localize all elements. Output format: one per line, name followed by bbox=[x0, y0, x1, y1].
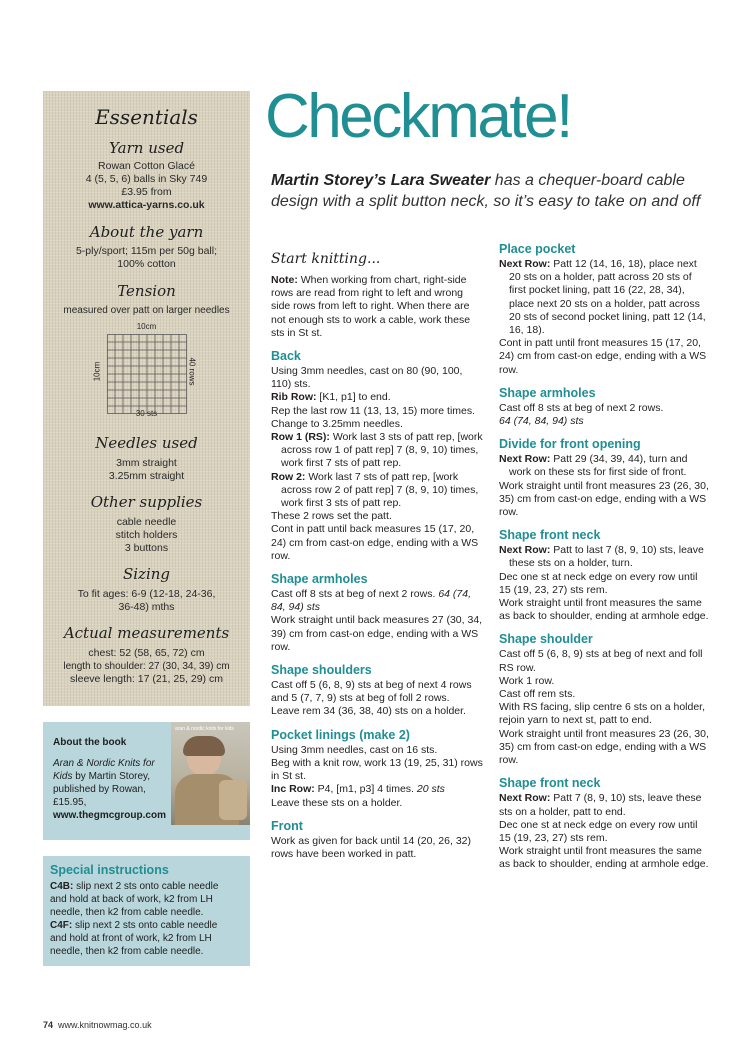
shoulder-step: Work 1 row. bbox=[499, 674, 555, 687]
tension-heading: Tension bbox=[117, 282, 176, 300]
actual-measurements-line: chest: 52 (58, 65, 72) cm bbox=[88, 647, 205, 659]
essentials-heading: Essentials bbox=[95, 105, 198, 129]
pocket-linings-step: Beg with a knit row, work 13 (19, 25, 31) rows in St st. bbox=[271, 756, 483, 783]
shoulder-step: Cast off 5 (6, 8, 9) sts at beg of next and foll RS row. bbox=[499, 648, 703, 674]
divide-text: Patt 29 (34, 39, 44), turn and work on these sts for first side of front. bbox=[509, 453, 688, 479]
yarn-used-line: Rowan Cotton Glacé bbox=[98, 160, 195, 172]
c4b-line: and hold at back of work, k2 from LH bbox=[50, 894, 213, 905]
next-row-label: Next Row: bbox=[499, 258, 551, 270]
armholes-step: Work straight until back measures 27 (30, 34, 39) cm from cast-on edge, ending with a WS row. bbox=[271, 614, 483, 653]
shoulder-step: Work straight until front measures 23 (26, 30, 35) cm from cast-on edge, ending with a WS row. bbox=[499, 727, 709, 767]
about-book-heading: About the book bbox=[53, 737, 127, 748]
c4b-text: slip next 2 sts onto cable needle bbox=[73, 881, 219, 892]
row-2-text: Work last 7 sts of patt rep, [work across row 2 of patt rep] 7 (8, 9, 10) times, work first 3 sts of patt rep. bbox=[281, 470, 479, 510]
armholes-step: Cast off 8 sts at beg of next 2 rows. bbox=[499, 401, 664, 414]
yarn-used-heading: Yarn used bbox=[108, 139, 185, 157]
tension-line: measured over patt on larger needles bbox=[63, 305, 230, 316]
sizing-heading: Sizing bbox=[122, 565, 171, 583]
place-pocket-text: Patt 12 (14, 16, 18), place next 20 sts on a holder, patt across 20 sts of first pocket lining, patt 16 (22, 28, 34), place next 20 sts on a holder, patt across 20 sts of second pocket lining, patt 12 (14, 16, 18). bbox=[509, 258, 706, 337]
shoulder-step: With RS facing, slip centre 6 sts on a holder, rejoin yarn to next st, patt to end. bbox=[499, 701, 706, 727]
armholes-text: Cast off 8 sts at beg of next 2 rows. bbox=[271, 588, 439, 601]
start-knitting-heading: Start knitting... bbox=[271, 251, 381, 267]
rib-row-label: Rib Row: bbox=[271, 391, 317, 404]
actual-measurements-line: length to shoulder: 27 (30, 34, 39) cm bbox=[63, 661, 230, 672]
armholes-count: 64 (74, 84, 94) sts bbox=[271, 588, 472, 614]
page-subtitle bbox=[271, 170, 711, 212]
rib-row bbox=[271, 391, 483, 404]
front-neck-step-2: Work straight until front measures the same as back to shoulder, ending at armhole edge. bbox=[499, 845, 709, 871]
essentials-panel bbox=[43, 91, 250, 706]
c4f-line: and hold at front of work, k2 from LH bbox=[50, 933, 212, 944]
front-neck-row bbox=[499, 544, 711, 570]
subtitle-text: has a chequer-board cable design with a split button neck, so it’s easy to take on and off bbox=[271, 172, 701, 210]
place-pocket-row bbox=[499, 258, 711, 337]
row-1-text: Work last 3 sts of patt rep, [work across row 1 of patt rep] 7 (8, 9, 10) times, work first 7 sts of patt rep. bbox=[281, 431, 483, 470]
shape-armholes-heading: Shape armholes bbox=[499, 385, 596, 400]
book-title-end: Kids bbox=[53, 771, 73, 782]
c4f-text: slip next 2 sts onto cable needle bbox=[72, 920, 218, 931]
shape-shoulder-heading: Shape shoulder bbox=[499, 632, 593, 647]
yarn-used-line: 4 (5, 5, 6) balls in Sky 749 bbox=[85, 173, 208, 185]
row-1 bbox=[271, 431, 483, 471]
shoulders-step: Cast off 5 (6, 8, 9) sts at beg of next 4 rows and 5 (7, 7, 9) sts at beg of foll 2 rows. bbox=[271, 679, 472, 705]
back-step: Rep the last row 11 (13, 13, 15) more times. bbox=[271, 404, 476, 417]
yarn-used-line: £3.95 from bbox=[121, 186, 172, 198]
tension-grid-icon bbox=[107, 334, 187, 414]
divide-step: Work straight until front measures 23 (26, 30, 35) cm from cast-on edge, ending with a WS row. bbox=[499, 479, 709, 519]
grid-top-label: 10cm bbox=[136, 322, 157, 331]
inc-row-text: P4, [m1, p3] 4 times. bbox=[314, 783, 417, 796]
other-supplies-line: cable needle bbox=[116, 516, 177, 528]
place-pocket-step: Cont in patt until front measures 15 (17, 20, 24) cm from cast-on edge, ending with a WS row. bbox=[499, 337, 707, 376]
pocket-linings-heading: Pocket linings (make 2) bbox=[271, 727, 410, 742]
footer-site[interactable]: www.knitnowmag.co.uk bbox=[58, 1020, 152, 1030]
front-neck-text: Patt to last 7 (8, 9, 10) sts, leave these sts on a holder, turn. bbox=[509, 544, 704, 570]
front-neck-text-2: Patt 7 (8, 9, 10) sts, leave these sts on a holder, patt to end. bbox=[499, 792, 702, 818]
sizing-line: To fit ages: 6-9 (12-18, 24-36, bbox=[77, 588, 216, 600]
note-paragraph bbox=[271, 274, 483, 340]
rib-row-text: [K1, p1] to end. bbox=[316, 391, 391, 404]
book-cover-title: aran & nordic knits for kids bbox=[175, 726, 234, 732]
divide-row bbox=[499, 453, 711, 479]
book-publisher: published by Rowan, bbox=[53, 784, 146, 795]
needles-heading: Needles used bbox=[95, 434, 198, 452]
armholes-step bbox=[271, 588, 483, 614]
inc-row bbox=[271, 783, 483, 796]
place-pocket-heading: Place pocket bbox=[499, 242, 576, 256]
grid-bottom-label: 30 sts bbox=[135, 409, 158, 418]
other-supplies-line: 3 buttons bbox=[124, 542, 169, 554]
needles-line: 3.25mm straight bbox=[108, 470, 185, 482]
child-hair-shape bbox=[183, 736, 225, 756]
c4b-line: needle, then k2 from cable needle. bbox=[50, 907, 204, 918]
shape-shoulders-heading: Shape shoulders bbox=[271, 663, 372, 678]
instructions-column-2 bbox=[499, 242, 711, 872]
grid-left-label: 10cm bbox=[92, 361, 102, 382]
page-footer bbox=[43, 1020, 152, 1030]
c4b-label: C4B: bbox=[50, 881, 74, 892]
c4f-line bbox=[50, 919, 217, 932]
special-instructions-box bbox=[43, 856, 250, 966]
needles-line: 3mm straight bbox=[116, 457, 177, 469]
pocket-linings-step: Leave these sts on a holder. bbox=[271, 796, 403, 809]
shoulders-step: Leave rem 34 (36, 38, 40) sts on a holder. bbox=[271, 705, 466, 718]
sizing-line: 36-48) mths bbox=[118, 601, 175, 613]
actual-measurements-line: sleeve length: 17 (21, 25, 29) cm bbox=[70, 673, 223, 685]
shape-armholes-heading: Shape armholes bbox=[271, 572, 368, 587]
inc-row-label: Inc Row: bbox=[271, 783, 315, 796]
front-neck-step-2: Dec one st at neck edge on every row until 15 (19, 23, 27) sts rem. bbox=[499, 818, 698, 844]
toy-shape bbox=[219, 780, 247, 820]
note-text: When working from chart, right-side rows are read from right to left and wrong side rows from left to right. When there are not enough sts to work a cable, work these sts in St st. bbox=[271, 274, 471, 339]
c4b-line bbox=[50, 880, 218, 893]
about-the-book-box bbox=[43, 722, 250, 840]
pocket-linings-step: Using 3mm needles, cast on 16 sts. bbox=[271, 743, 438, 756]
row-1-label: Row 1 (RS): bbox=[271, 431, 330, 444]
other-supplies-heading: Other supplies bbox=[90, 493, 203, 511]
instructions-column-1 bbox=[271, 250, 483, 861]
row-2 bbox=[271, 471, 483, 511]
shape-front-neck-heading-2: Shape front neck bbox=[499, 776, 601, 791]
front-neck-step: Dec one st at neck edge on every row until 15 (19, 23, 27) sts rem. bbox=[499, 570, 698, 596]
back-step: These 2 rows set the patt. bbox=[271, 510, 392, 523]
note-label: Note: bbox=[271, 274, 298, 286]
page-title: Checkmate! bbox=[265, 82, 571, 151]
back-step: Using 3mm needles, cast on 80 (90, 100, 110) sts. bbox=[271, 365, 463, 391]
front-heading: Front bbox=[271, 818, 303, 833]
next-row-label: Next Row: bbox=[499, 544, 551, 557]
page-number: 74 bbox=[43, 1020, 54, 1030]
inc-row-count: 20 sts bbox=[416, 783, 445, 796]
divide-front-opening-heading: Divide for front opening bbox=[499, 437, 641, 452]
next-row-label: Next Row: bbox=[499, 792, 551, 805]
about-yarn-line: 100% cotton bbox=[117, 258, 176, 270]
special-instructions-heading: Special instructions bbox=[50, 863, 169, 877]
front-neck-step: Work straight until front measures the same as back to shoulder, ending at armhole edge. bbox=[499, 597, 709, 623]
shape-front-neck-heading: Shape front neck bbox=[499, 528, 601, 543]
c4f-line: needle, then k2 from cable needle. bbox=[50, 946, 204, 957]
shoulder-step: Cast off rem sts. bbox=[499, 688, 576, 701]
book-url[interactable]: www.thegmcgroup.com bbox=[53, 810, 166, 821]
book-title-line: Aran & Nordic Knits for bbox=[53, 758, 155, 769]
book-title-line2 bbox=[53, 770, 150, 783]
back-step: Change to 3.25mm needles. bbox=[271, 417, 403, 430]
book-price: £15.95, bbox=[53, 797, 87, 808]
book-cover-image bbox=[171, 722, 250, 825]
next-row-label: Next Row: bbox=[499, 453, 551, 466]
other-supplies-line: stitch holders bbox=[115, 529, 178, 541]
about-yarn-heading: About the yarn bbox=[89, 223, 204, 241]
actual-measurements-heading: Actual measurements bbox=[63, 624, 230, 642]
c4f-label: C4F: bbox=[50, 920, 73, 931]
book-author: by Martin Storey, bbox=[72, 771, 151, 782]
yarn-url[interactable]: www.attica-yarns.co.uk bbox=[88, 199, 205, 211]
about-yarn-line: 5-ply/sport; 115m per 50g ball; bbox=[75, 245, 218, 257]
subtitle-bold: Martin Storey’s Lara Sweater bbox=[271, 172, 491, 189]
grid-right-label: 40 rows bbox=[187, 357, 197, 386]
front-neck-row-2 bbox=[499, 792, 711, 818]
back-heading: Back bbox=[271, 349, 301, 364]
back-step: Cont in patt until back measures 15 (17, 20, 24) cm from cast-on edge, ending with a WS row. bbox=[271, 523, 479, 562]
front-step: Work as given for back until 14 (20, 26, 32) rows have been worked in patt. bbox=[271, 834, 471, 860]
armholes-count: 64 (74, 84, 94) sts bbox=[499, 415, 584, 428]
row-2-label: Row 2: bbox=[271, 470, 306, 483]
